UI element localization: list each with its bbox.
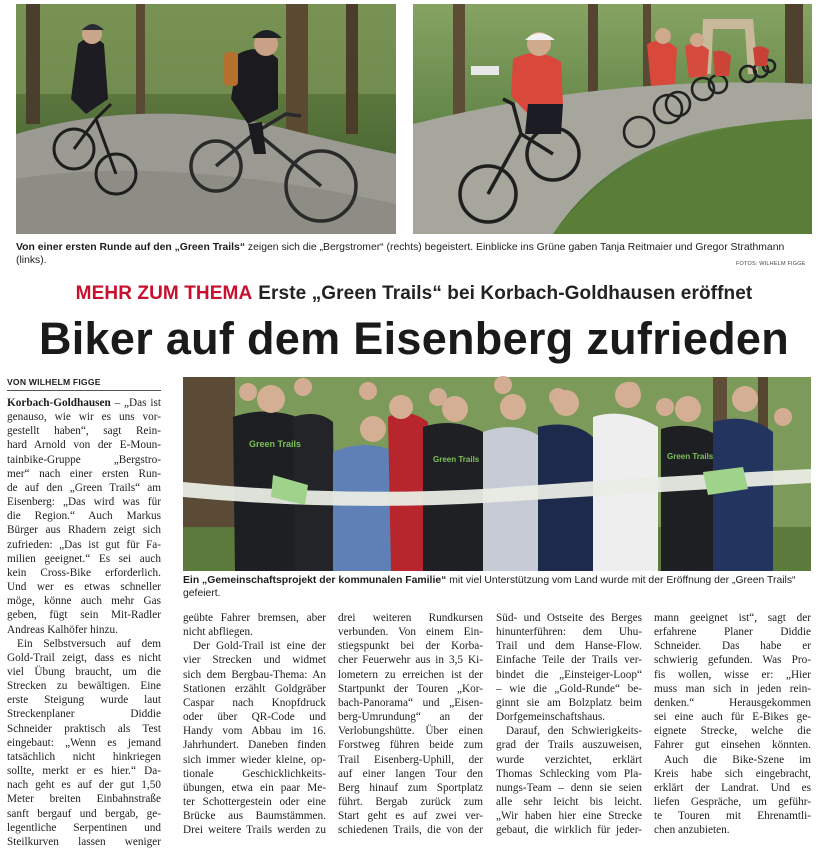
text-line: Startpunkt der Touren „Kor- — [338, 682, 483, 695]
text-line: ter Schottergestein oder eine — [183, 796, 326, 809]
text-line: denken.“ Herausgekommen — [654, 696, 811, 709]
text-line: vier Strecken und widmet — [183, 654, 326, 667]
text-line: geübte Fahrer bremsen, aber — [183, 612, 326, 624]
photo-credit: FOTOS: WILHELM FIGGE — [736, 261, 806, 267]
text-line: geben, fügt sein Mit-Radler — [7, 609, 161, 622]
text-line: nach geht es auf der gut 1,50 — [7, 779, 161, 792]
text-line: bindet die „Einsteiger-Loop“ — [496, 668, 642, 681]
text-line: sanft bergauf und bergab, ge- — [7, 807, 161, 820]
text-line: Jahrhundert. Daneben finden — [183, 739, 326, 752]
text-line: milien geeignet.“ Es sei auch — [7, 552, 161, 565]
text-line: übungen, etwa ein paar Me- — [183, 781, 326, 794]
kicker — [0, 283, 828, 305]
text-line: führt. Bergab zurück zum — [338, 796, 483, 809]
text-line: Schneider. Das habe er — [654, 640, 811, 653]
kicker-label: MEHR ZUM THEMA — [75, 283, 253, 304]
text-line: Stationen erzählt Goldgräber — [183, 682, 326, 695]
text-line: lometern zu erreichen ist der — [338, 668, 483, 681]
text-line: kein Cross-Bike erforderlich. — [7, 566, 161, 579]
text-line: tainbike-Gruppe „Bergstro- — [7, 453, 161, 466]
text-line: sich dem Bergbau-Thema: An — [183, 668, 326, 681]
article-column-3 — [338, 611, 483, 836]
text-line: die Region.“ Auch Markus — [7, 510, 161, 523]
byline: VON WILHELM FIGGE — [7, 377, 161, 391]
text-line: chen anzubieten. — [654, 824, 730, 837]
group-caption-text: mit viel Unterstützung vom Land wurde mit der Eröffnung der „Green Trails“ gefeiert. — [183, 575, 796, 599]
text-line: berg-Umrundung“ an der — [338, 711, 483, 724]
group-caption-bold: Ein „Gemeinschaftsprojekt der kommunalen Familie“ — [183, 575, 447, 586]
text-line: sei eine auch für E-Bikes ge- — [654, 711, 811, 724]
text-line: Eisenberg: „Das wird was für — [7, 496, 161, 509]
text-line: zufrieden: „Das ist gut für Fa- — [7, 538, 161, 551]
text-line: tatsächlich nicht hinkriegen — [7, 750, 161, 763]
text-line: fis wollen, wisse er: „Hier — [654, 668, 811, 681]
kicker-text: Erste „Green Trails“ bei Korbach-Goldhausen eröffnet — [258, 283, 753, 304]
text-line: Ein Selbstversuch auf dem — [17, 637, 161, 650]
text-line: Brücke aus Baumstämmen. — [183, 810, 326, 823]
text-line: sich immer wieder kleine, op- — [183, 753, 326, 766]
article-column-5 — [654, 611, 811, 836]
text-line: – wie die „Gold-Runde“ be- — [496, 682, 642, 695]
text-line: Kreis habe sich eingebracht, — [654, 767, 811, 780]
text-line: Bürger aus Rhadern zeigt sich — [7, 524, 161, 537]
text-line: genauso, wie wir es uns vor- — [7, 411, 161, 424]
text-line: Auch die Bike-Szene im — [664, 753, 811, 766]
text-line: muss man sich in jeden rein- — [654, 682, 811, 695]
text-line: drei weiteren Rundkursen — [338, 612, 483, 624]
shirt-logo-2: Green Trails — [433, 455, 480, 464]
text-line: grad der Trails auszuweisen, — [496, 739, 642, 752]
text-line: Streckenplaner Diddie — [7, 708, 161, 721]
text-line: Einfache Teile der Trails ver- — [496, 654, 642, 667]
text-line: eingebaut: „Wenn es jemand — [7, 736, 161, 749]
text-line: Andreas Kalhöfer hinzu. — [7, 623, 118, 636]
text-line: tionale Geschicklichkeits- — [183, 767, 326, 780]
text-line: Thomas Schlecking vom Pla- — [496, 767, 642, 780]
text-line: Fahrer gut einsehen könnten. — [654, 739, 811, 752]
text-line: Handy vom Abbau im 16. — [183, 725, 326, 738]
caption-bold: Von einer ersten Runde auf den „Green Trails“ — [16, 242, 246, 253]
text-line: mann geeignet ist“, sagt der — [654, 612, 811, 624]
text-line: nicht abfliegen. — [183, 626, 253, 639]
text-line: liefen Gespräche, um geführ- — [654, 796, 811, 809]
caption-text: zeigen sich die „Bergstromer“ (rechts) begeistert. Einblicke ins Grüne gaben Tanja Reitmaier und Gregor Strathmann (links). — [16, 242, 785, 266]
text-line: schiedenen Trails, die von der — [338, 824, 483, 837]
text-line: sollte, merkt er es hier.“ Da- — [7, 765, 161, 778]
text-line: oder über QR-Code und — [183, 711, 326, 724]
text-line: eignete Strecke, welche die — [654, 725, 811, 738]
text-line: Dorfgemeinschaftshaus. — [496, 711, 606, 724]
text-line: nungs-Team – denn sie seien — [496, 781, 642, 794]
text-line: möge, könne auch mehr Gas — [7, 595, 161, 608]
text-line: auf einer langen Tour den — [338, 767, 483, 780]
text-line: Berg hinauf zum Sportplatz — [338, 781, 483, 794]
text-line: Darauf, den Schwierigkeits- — [506, 725, 642, 738]
text-line: Und wer es etwas schneller — [7, 581, 161, 594]
text-line: Strecken zu bewältigen. Eine — [7, 680, 161, 693]
text-line: alle sehr leicht bis leicht. — [496, 796, 642, 809]
text-line: Verlobungshütte. Über einen — [338, 725, 483, 738]
text-line: gestellt haben“, sagt Rein- — [7, 425, 161, 438]
text-line: Süd- und Ostseite des Berges — [496, 612, 642, 624]
text-line: Der Gold-Trail ist eine der — [193, 640, 326, 653]
text-line: cher Feuerwehr aus in 3,5 Ki- — [338, 654, 483, 667]
text-line: erklärt der Landrat. Und es — [654, 781, 811, 794]
text-line: Korbach-Goldhausen – „Das ist — [7, 397, 161, 409]
text-line: hinunterführen: dem Uhu- — [496, 626, 642, 639]
text-line: stiegspunkt bei der Korba- — [338, 640, 483, 653]
text-line: erfahrene Planer Diddie — [654, 626, 811, 639]
text-line: bach-Panorama“ und „Eisen- — [338, 696, 483, 709]
dateline: Korbach-Goldhausen — [7, 397, 111, 409]
text-line: Schneider praktisch als Test — [7, 722, 161, 735]
text-line: Trail Eisenberg-Uphill, der — [338, 753, 483, 766]
text-line: te Touren mit Ehrenamtli- — [654, 810, 811, 823]
photo-ribbon-cutting — [183, 377, 811, 571]
article-column-1 — [7, 396, 161, 848]
text-line: ginnt sie am Bolzplatz beim — [496, 696, 642, 709]
photo-riders-right — [413, 4, 812, 234]
text-line: Drei weitere Trails werden zu — [183, 824, 326, 837]
text-line: hard Arnold von der E-Moun- — [7, 439, 161, 452]
photo-caption-top — [16, 241, 812, 267]
headline: Biker auf dem Eisenberg zufrieden — [38, 313, 790, 364]
text-line: Trail und dem Hanse-Flow. — [496, 640, 642, 653]
text-line: Caspar nach Knopfdruck — [183, 696, 326, 709]
text-line: schwierig gefunden. Was Pro- — [654, 654, 811, 667]
photo-riders-left — [16, 4, 396, 234]
article-column-4 — [496, 611, 642, 836]
photo-caption-group — [183, 574, 811, 600]
shirt-logo-1: Green Trails — [249, 439, 302, 449]
text-line: Forstweg führen beide zum — [338, 739, 483, 752]
text-line: Meter breiten Einbahnstraße — [7, 793, 161, 806]
text-line: Steilkurven lassen weniger — [7, 835, 161, 848]
shirt-logo-3: Green Trails — [667, 452, 714, 461]
text-line: verbunden. Von einem Ein- — [338, 626, 483, 639]
text-line: viel Übung braucht, um die — [7, 665, 161, 678]
text-line: gebaut, die wirklich für jeder- — [496, 824, 642, 837]
text-line: mer“ nach einer ersten Run- — [7, 467, 161, 480]
text-line: erste Steigung wurde laut — [7, 694, 161, 707]
text-line: „Wir haben hier eine Strecke — [496, 810, 642, 823]
text-line: legentliche Serpentinen und — [7, 821, 161, 834]
article-column-2 — [183, 611, 326, 836]
text-line: de auf den „Green Trails“ am — [7, 481, 161, 494]
text-line: Gold-Trail zeigt, dass es nicht — [7, 651, 161, 664]
text-line: Start geht es auf zwei ver- — [338, 810, 483, 823]
text-line: wurde verzichtet, erklärt — [496, 753, 642, 766]
